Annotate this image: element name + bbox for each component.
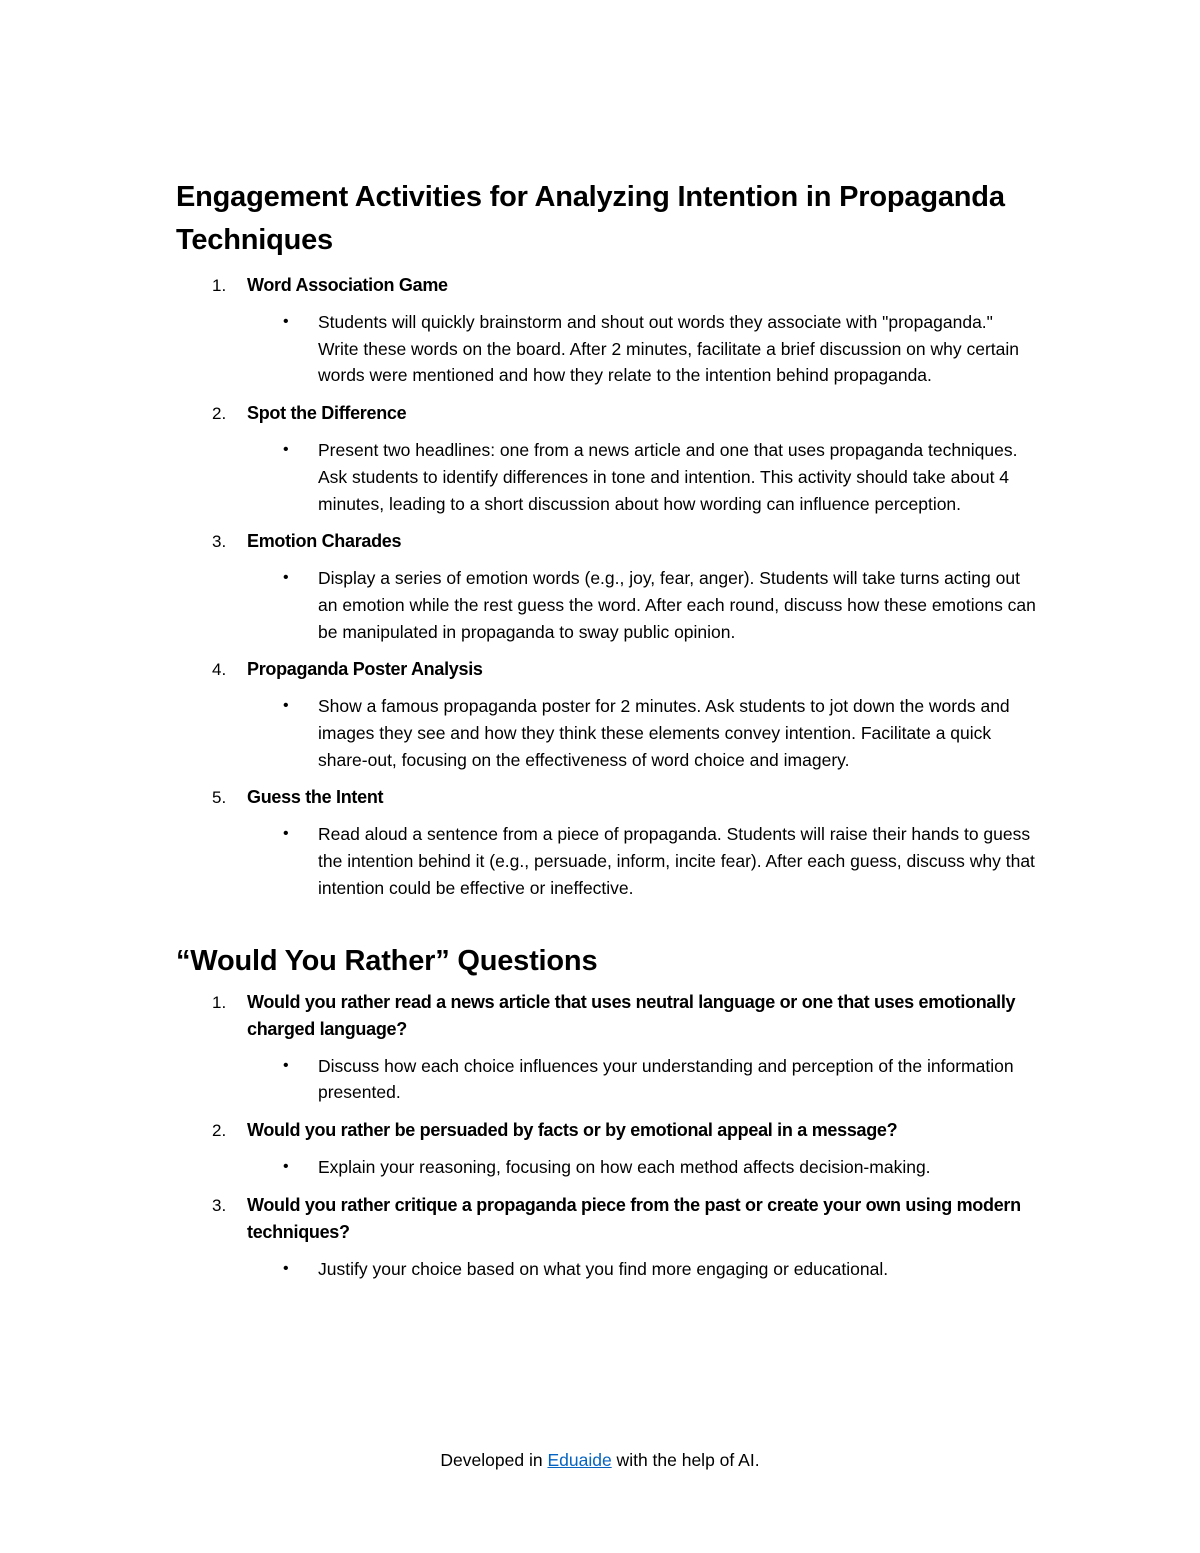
list-number: 5. [212,788,227,808]
section-1-heading: Engagement Activities for Analyzing Intention in Propaganda Techniques [176,181,1005,256]
activity-description-text: Present two headlines: one from a news article and one that uses propaganda techniques. Ask students to identify differences in tone and intention. This activity should take about 4 minutes, leading to a short discussion about how wording can influence perception. [318,440,1018,514]
list-item [176,400,1036,517]
list-number: 4. [212,660,227,680]
activity-title: Word Association Game [247,275,448,295]
question-prompt-text: Discuss how each choice influences your understanding and perception of the information presented. [318,1055,1014,1103]
activity-description [247,437,1036,517]
footer [0,1447,1200,1473]
activities-list [176,272,1036,902]
document-page [176,176,1036,1293]
activity-description [247,565,1036,645]
question-title: Would you rather read a news article that uses neutral language or one that uses emotionally charged language? [247,991,1016,1039]
footer-prefix: Developed in [440,1450,548,1470]
activity-description [247,693,1036,773]
activity-description [247,821,1036,901]
list-number: 1. [212,992,227,1012]
activity-description-text: Display a series of emotion words (e.g., joy, fear, anger). Students will take turns acting out an emotion while the rest guess the word. After each round, discuss how these emotions can be manipulated in propaganda to sway public opinion. [318,568,1036,642]
question-prompt [247,1154,1036,1181]
questions-list [176,989,1036,1283]
activity-description-text: Read aloud a sentence from a piece of propaganda. Students will raise their hands to guess the intention behind it (e.g., persuade, inform, incite fear). After each guess, discuss why that intention could be effective or ineffective. [318,824,1035,898]
footer-suffix: with the help of AI. [611,1450,760,1470]
question-prompt-text: Explain your reasoning, focusing on how each method affects decision-making. [318,1156,931,1177]
list-number: 3. [212,532,227,552]
question-title: Would you rather critique a propaganda piece from the past or create your own using modern techniques? [247,1194,1021,1242]
list-number: 2. [212,1120,227,1140]
bullet-icon: • [283,825,289,843]
list-item [176,784,1036,901]
bullet-icon: • [283,569,289,587]
eduaide-link[interactable]: Eduaide [547,1450,612,1470]
bullet-icon: • [283,313,289,330]
activity-description-text: Students will quickly brainstorm and shout out words they associate with "propaganda." Write these words on the board. After 2 minutes, facilitate a brief discussion on why certain words were mentioned and how they relate to the intention behind propaganda. [318,312,1019,386]
activity-title: Spot the Difference [247,403,407,424]
activity-description [247,309,1036,389]
question-prompt-text: Justify your choice based on what you find more engaging or educational. [318,1258,889,1279]
bullet-icon: • [283,441,289,459]
bullet-icon: • [283,1056,289,1074]
list-number: 2. [212,404,227,424]
list-item [176,989,1036,1106]
section-2-heading: “Would You Rather” Questions [176,944,598,977]
bullet-icon: • [283,1157,289,1175]
list-number: 1. [212,276,227,295]
list-item [176,1117,1036,1181]
question-prompt [247,1053,1036,1106]
bullet-icon: • [283,1259,289,1277]
activity-description-text: Show a famous propaganda poster for 2 minutes. Ask students to jot down the words and images they see and how they think these elements convey intention. Facilitate a quick share-out, focusing on the effectiveness of word choice and imagery. [318,696,1010,770]
question-title: Would you rather be persuaded by facts or by emotional appeal in a message? [247,1119,898,1140]
activity-title: Guess the Intent [247,787,384,808]
question-prompt [247,1256,1036,1283]
list-item [176,528,1036,645]
activity-title: Emotion Charades [247,531,402,552]
list-item [176,1192,1036,1283]
list-item [176,272,1036,389]
bullet-icon: • [283,697,289,715]
list-number: 3. [212,1195,227,1215]
activity-title: Propaganda Poster Analysis [247,659,483,680]
list-item [176,656,1036,773]
